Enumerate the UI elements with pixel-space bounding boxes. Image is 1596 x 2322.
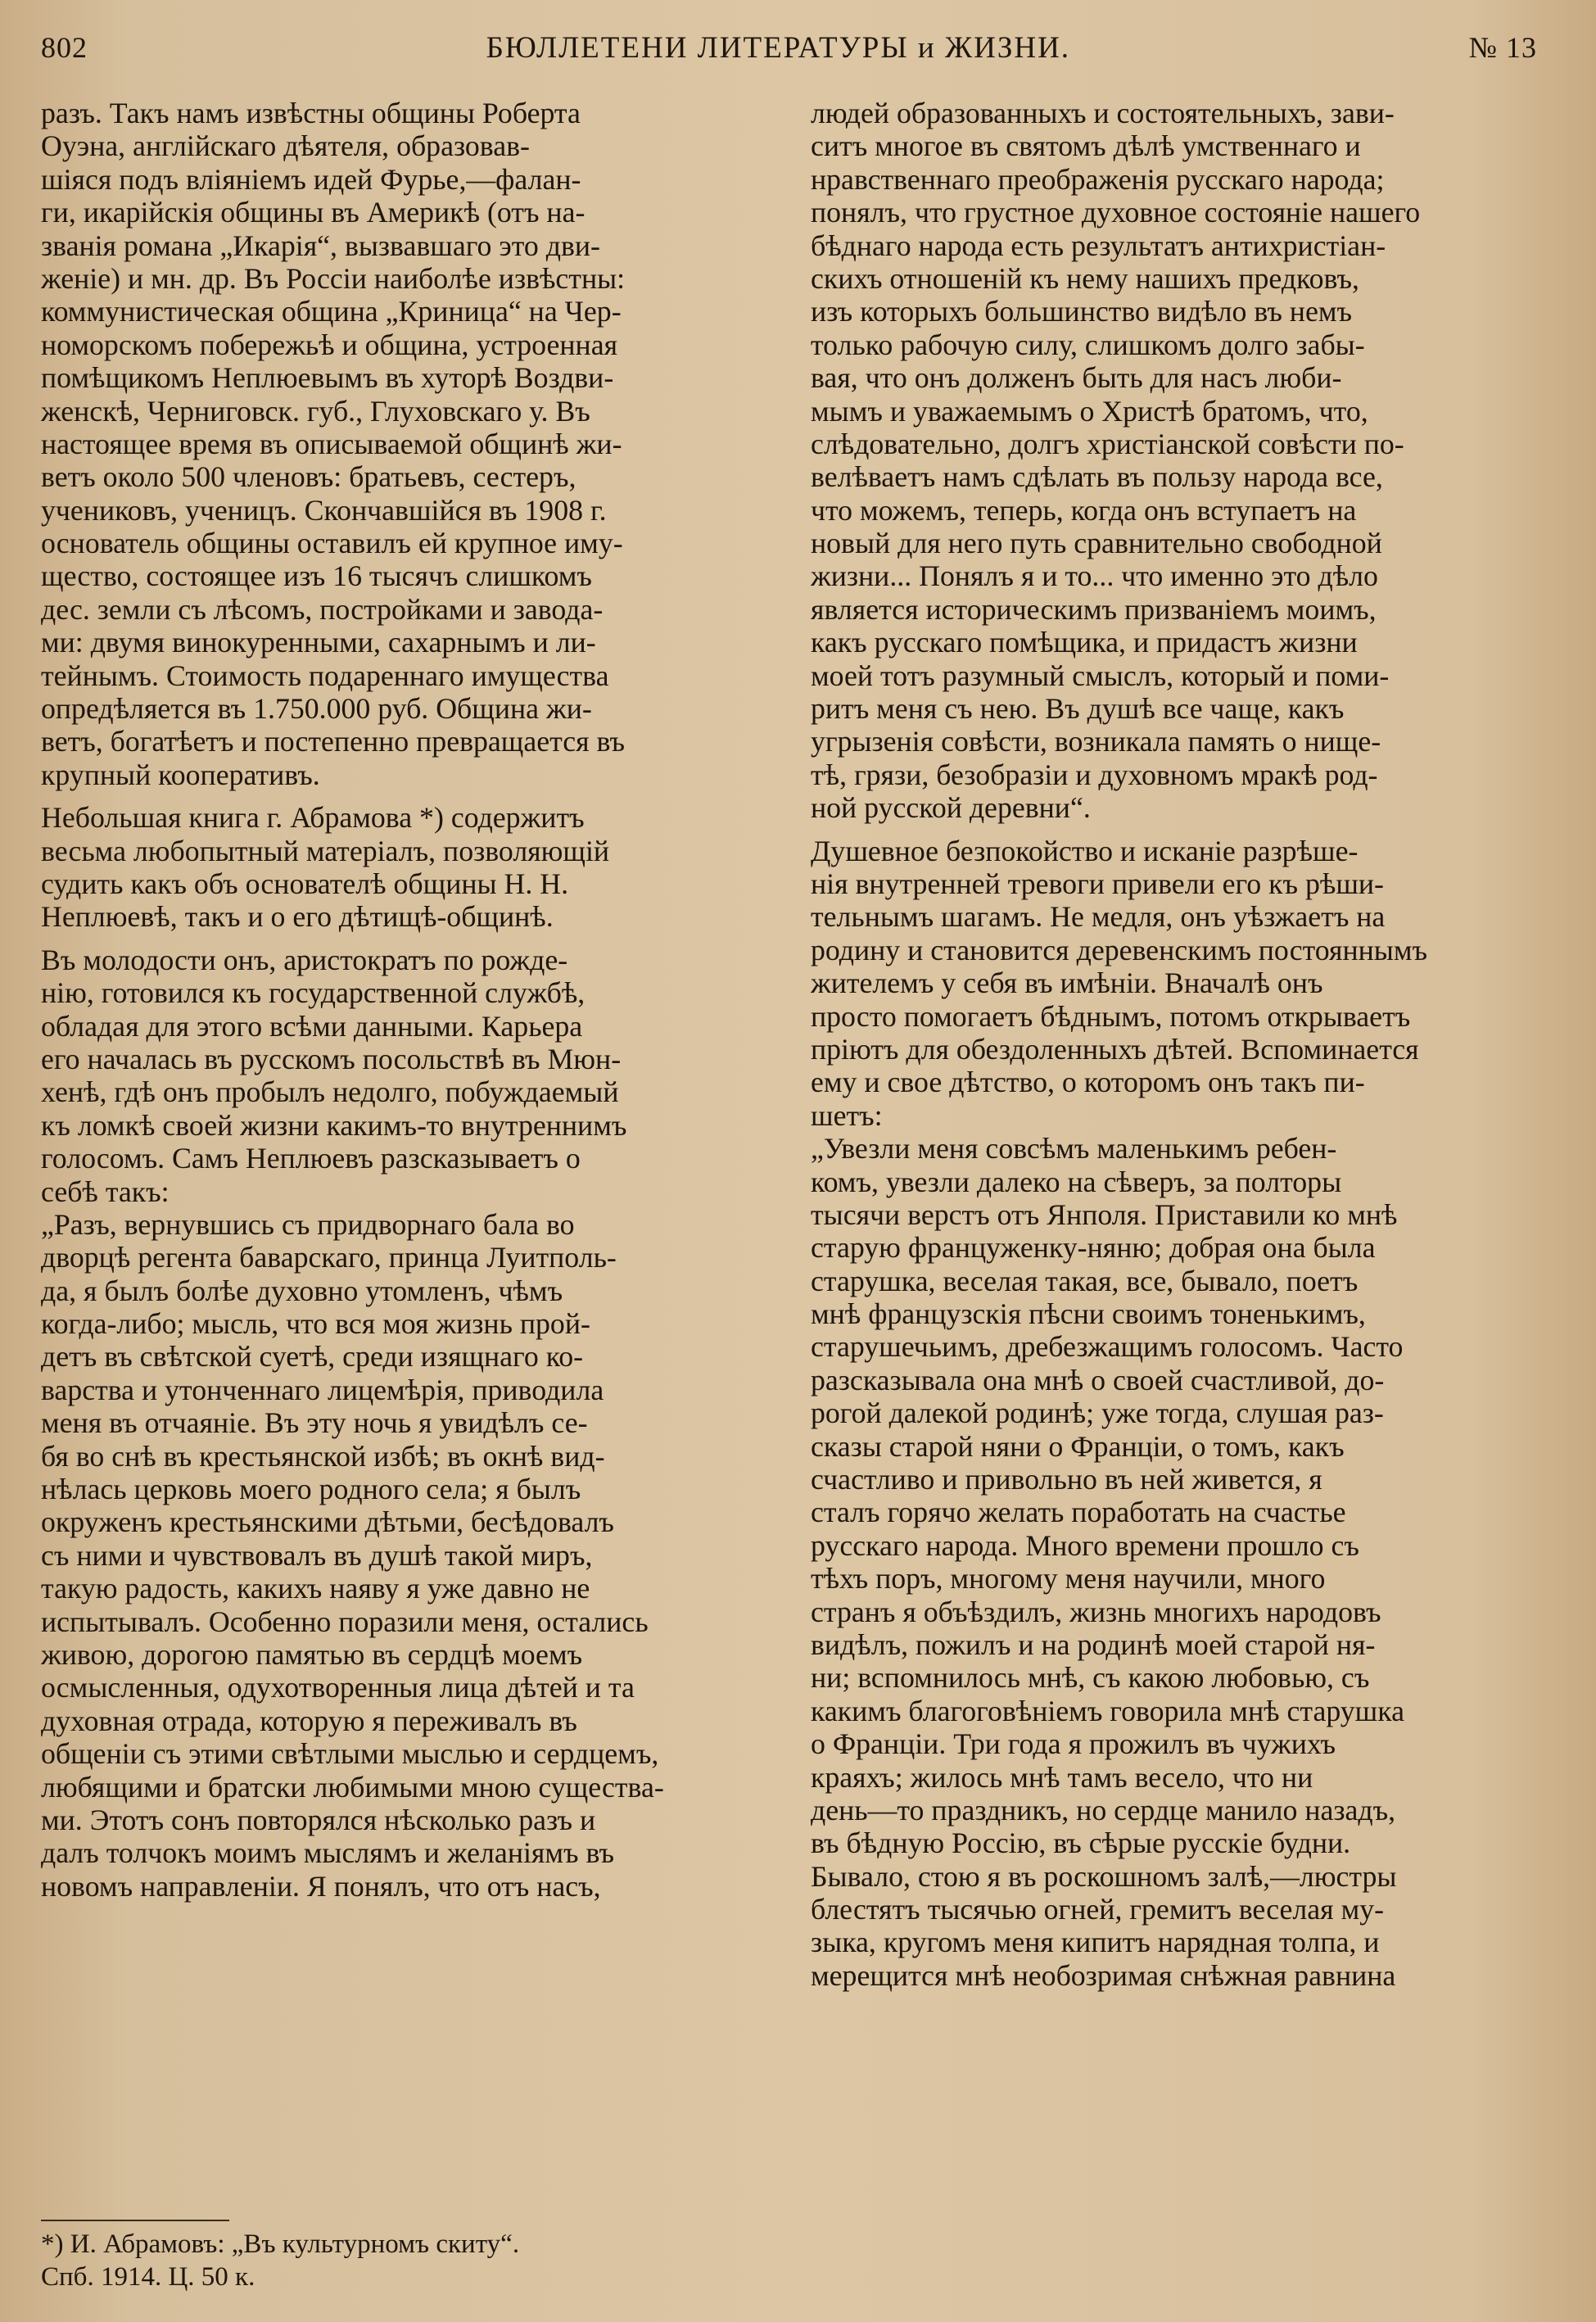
page-header xyxy=(41,23,1537,72)
text-line: сталъ горячо желать поработать на счастье xyxy=(811,1496,1346,1529)
text-line: только рабочую силу, слишкомъ долго забы- xyxy=(811,328,1365,361)
text-line: зыка, кругомъ меня кипитъ нарядная толпа, и xyxy=(811,1926,1380,1959)
text-line: тельнымъ шагамъ. Не медля, онъ уѣзжаетъ на xyxy=(811,900,1386,934)
paragraph-gap xyxy=(811,825,1539,835)
text-line: „Увезли меня совсѣмъ маленькимъ ребен- xyxy=(811,1132,1337,1166)
text-line: краяхъ; жилось мнѣ тамъ весело, что ни xyxy=(811,1760,1313,1794)
text-line: шіяся подъ вліяніемъ идей Фурье,—фалан- xyxy=(41,162,581,196)
text-line: когда-либо; мысль, что вся моя жизнь прой- xyxy=(41,1307,590,1341)
text-line: крупный кооперативъ. xyxy=(41,758,320,791)
text-line: старую француженку-няню; добрая она была xyxy=(811,1231,1376,1265)
text-line: угрызенія совѣсти, возникала память о нище- xyxy=(811,725,1381,758)
text-line: нѣлась церковь моего родного села; я былъ xyxy=(41,1473,581,1506)
text-line: женскѣ, Черниговск. губ., Глуховскаго у. Въ xyxy=(41,394,590,428)
text-line: Оуэна, англійскаго дѣятеля, образовав- xyxy=(41,129,530,163)
text-line: день—то праздникъ, но сердце манило назадъ, xyxy=(811,1793,1396,1826)
text-line: ветъ, богатѣетъ и постепенно превращается въ xyxy=(41,725,626,758)
text-line: какимъ благоговѣніемъ говорила мнѣ старушка xyxy=(811,1694,1404,1727)
text-line: сказы старой няни о Франціи, о томъ, какъ xyxy=(811,1429,1345,1463)
text-line: изъ которыхъ большинство видѣло въ немъ xyxy=(811,295,1353,328)
text-line: вая, что онъ долженъ быть для насъ люби- xyxy=(811,361,1342,395)
text-line: живою, дорогою памятью въ сердцѣ моемъ xyxy=(41,1637,583,1671)
text-line: коммунистическая община „Криница“ на Чер- xyxy=(41,295,622,328)
text-line: нія внутренней тревоги привели его къ рѣши- xyxy=(811,867,1384,900)
text-line: какъ русскаго помѣщика, и придастъ жизни xyxy=(811,626,1358,659)
text-line: разсказывала она мнѣ о своей счастливой, до- xyxy=(811,1363,1385,1396)
text-line: счастливо и привольно въ ней живется, я xyxy=(811,1463,1322,1496)
text-line: просто помогаетъ бѣднымъ, потомъ открываетъ xyxy=(811,999,1411,1033)
text-line: судить какъ объ основателѣ общины Н. Н. xyxy=(41,867,569,900)
text-line: о Франціи. Три года я прожилъ въ чужихъ xyxy=(811,1727,1336,1761)
text-line: далъ толчокъ моимъ мыслямъ и желаніямъ въ xyxy=(41,1836,615,1870)
text-line: тѣхъ поръ, многому меня научили, много xyxy=(811,1562,1326,1596)
text-line: ни; вспомнилось мнѣ, съ какою любовью, съ xyxy=(811,1661,1370,1695)
text-line: разъ. Такъ намъ извѣстны общины Роберта xyxy=(41,97,581,129)
text-line: щество, состоящее изъ 16 тысячъ слишкомъ xyxy=(41,559,592,593)
text-line: номорскомъ побережьѣ и община, устроенная xyxy=(41,328,618,361)
text-line: женіе) и мн. др. Въ Россіи наиболѣе извѣстны: xyxy=(41,261,626,295)
text-line: помѣщикомъ Неплюевымъ въ хуторѣ Воздви- xyxy=(41,361,614,395)
text-line: нравственнаго преображенія русскаго народа; xyxy=(811,162,1385,196)
text-line: ги, икарійскія общины въ Америкѣ (отъ на- xyxy=(41,196,586,229)
text-line: тѣ, грязи, безобразіи и духовномъ мракѣ род- xyxy=(811,758,1378,791)
text-line: что можемъ, теперь, когда онъ вступаетъ на xyxy=(811,493,1357,527)
text-line: да, я былъ болѣе духовно утомленъ, чѣмъ xyxy=(41,1274,563,1307)
right-column xyxy=(811,97,1539,1992)
text-line: ветъ около 500 членовъ: братьевъ, сестеръ, xyxy=(41,460,576,494)
text-line: весьма любопытный матеріалъ, позволяющій xyxy=(41,834,610,867)
footnote-line: *) И. Абрамовъ: „Въ культурномъ скиту“. xyxy=(41,2229,520,2259)
footnote xyxy=(41,2220,770,2293)
text-line: духовная отрада, которую я переживалъ въ xyxy=(41,1704,577,1737)
paragraph-gap xyxy=(41,934,770,944)
text-line: тейнымъ. Стоимость подареннаго имущества xyxy=(41,659,609,692)
text-line: ситъ многое въ святомъ дѣлѣ умственнаго и xyxy=(811,129,1361,163)
text-line: званія романа „Икарія“, вызвавшаго это дви- xyxy=(41,229,600,262)
text-line: обладая для этого всѣми данными. Карьера xyxy=(41,1009,583,1043)
text-line: варства и утонченнаго лицемѣрія, приводила xyxy=(41,1373,604,1406)
text-line: моей тотъ разумный смыслъ, который и поми- xyxy=(811,659,1390,692)
text-line: его началась въ русскомъ посольствѣ въ Мюн- xyxy=(41,1042,622,1075)
text-line: Бывало, стою я въ роскошномъ залѣ,—люстры xyxy=(811,1859,1397,1893)
text-line: жителемъ у себя въ имѣніи. Вначалѣ онъ xyxy=(811,966,1323,1000)
paragraph-gap xyxy=(41,791,770,801)
text-line: является историческимъ призваніемъ моимъ, xyxy=(811,592,1377,626)
text-line: такую радость, какихъ наяву я уже давно не xyxy=(41,1572,590,1605)
running-title: БЮЛЛЕТЕНИ ЛИТЕРАТУРЫ и ЖИЗНИ. xyxy=(486,30,1071,65)
text-line: Душевное безпокойство и исканіе разрѣше- xyxy=(811,834,1359,867)
text-line: велѣваетъ намъ сдѣлать въ пользу народа все, xyxy=(811,460,1383,494)
text-line: опредѣляется въ 1.750.000 руб. Община жи- xyxy=(41,692,592,726)
text-line: старушка, веселая такая, все, бывало, поетъ xyxy=(811,1264,1359,1297)
text-line: дворцѣ регента баварскаго, принца Луитполь- xyxy=(41,1241,617,1274)
text-line: видѣлъ, пожилъ и на родинѣ моей старой ня- xyxy=(811,1627,1376,1661)
text-line: въ бѣдную Россію, въ сѣрые русскіе будни. xyxy=(811,1826,1351,1860)
text-line: людей образованныхъ и состоятельныхъ, зави- xyxy=(811,97,1395,129)
issue-number: № 13 xyxy=(1468,31,1537,64)
text-line: пріютъ для обездоленныхъ дѣтей. Вспоминается xyxy=(811,1032,1419,1066)
text-line: старушечьимъ, дребезжащимъ голосомъ. Часто xyxy=(811,1330,1404,1364)
text-line: къ ломкѣ своей жизни какимъ-то внутреннимъ xyxy=(41,1108,627,1142)
text-line: ми. Этотъ сонъ повторялся нѣсколько разъ и xyxy=(41,1803,596,1836)
text-line: родину и становится деревенскимъ постояннымъ xyxy=(811,933,1427,966)
text-line: окруженъ крестьянскими дѣтьми, бесѣдовалъ xyxy=(41,1505,614,1539)
text-line: ритъ меня съ нею. Въ душѣ все чаще, какъ xyxy=(811,692,1345,726)
text-line: основатель общины оставилъ ей крупное иму- xyxy=(41,527,623,560)
text-line: бя во снѣ въ крестьянской избѣ; въ окнѣ вид- xyxy=(41,1439,605,1473)
page-number: 802 xyxy=(41,31,88,64)
text-line: Неплюевѣ, такъ и о его дѣтищѣ-общинѣ. xyxy=(41,900,554,934)
text-line: странъ я объѣздилъ, жизнь многихъ народовъ xyxy=(811,1595,1381,1628)
text-line: ему и свое дѣтство, о которомъ онъ такъ пи- xyxy=(811,1066,1365,1099)
text-line: настоящее время въ описываемой общинѣ жи- xyxy=(41,427,622,460)
text-line: ми: двумя винокуренными, сахарнымъ и ли- xyxy=(41,626,596,659)
text-line: новый для него путь сравнительно свободной xyxy=(811,527,1382,560)
text-line: мымъ и уважаемымъ о Христѣ братомъ, что, xyxy=(811,394,1368,428)
text-line: хенѣ, гдѣ онъ пробылъ недолго, побуждаемый xyxy=(41,1075,619,1109)
text-line: жизни... Понялъ я и то... что именно это дѣло xyxy=(811,559,1378,593)
text-line: мерещится мнѣ необозримая снѣжная равнина xyxy=(811,1958,1396,1992)
text-line: русскаго народа. Много времени прошло съ xyxy=(811,1528,1359,1562)
footnote-line: Спб. 1914. Ц. 50 к. xyxy=(41,2262,255,2292)
text-line: шетъ: xyxy=(811,1098,883,1132)
text-line: комъ, увезли далеко на сѣверъ, за полторы xyxy=(811,1165,1342,1198)
text-line: себѣ такъ: xyxy=(41,1175,170,1208)
text-line: общеніи съ этими свѣтлыми мыслью и сердцемъ, xyxy=(41,1737,659,1771)
text-line: ной русской деревни“. xyxy=(811,791,1091,825)
left-column xyxy=(41,97,770,1903)
text-line: съ ними и чувствовалъ въ душѣ такой миръ, xyxy=(41,1538,593,1572)
text-line: рогой далекой родинѣ; уже тогда, слушая раз- xyxy=(811,1396,1384,1430)
text-line: слѣдовательно, долгъ христіанской совѣсти по- xyxy=(811,427,1404,460)
text-line: понялъ, что грустное духовное состояніе нашего xyxy=(811,196,1421,229)
text-line: осмысленныя, одухотворенныя лица дѣтей и та xyxy=(41,1671,635,1704)
text-line: тысячи верстъ отъ Янполя. Приставили ко мнѣ xyxy=(811,1197,1398,1231)
text-line: дес. земли съ лѣсомъ, постройками и завода- xyxy=(41,592,604,626)
text-line: учениковъ, ученицъ. Скончавшійся въ 1908 г. xyxy=(41,493,607,527)
text-line: новомъ направленіи. Я понялъ, что отъ насъ, xyxy=(41,1869,601,1903)
text-line: мнѣ французскія пѣсни своимъ тоненькимъ, xyxy=(811,1297,1366,1331)
text-line: голосомъ. Самъ Неплюевъ разсказываетъ о xyxy=(41,1142,581,1175)
text-line: скихъ отношеній къ нему нашихъ предковъ, xyxy=(811,261,1360,295)
text-line: бѣднаго народа есть результатъ антихристіан- xyxy=(811,229,1386,262)
footnote-rule xyxy=(41,2220,229,2221)
text-line: испытывалъ. Особенно поразили меня, остались xyxy=(41,1605,649,1638)
text-line: „Разъ, вернувшись съ придворнаго бала во xyxy=(41,1207,575,1241)
text-line: блестятъ тысячью огней, гремитъ веселая му- xyxy=(811,1893,1385,1926)
text-line: нію, готовился къ государственной службѣ, xyxy=(41,976,586,1010)
text-line: меня въ отчаяніе. Въ эту ночь я увидѣлъ се- xyxy=(41,1406,588,1440)
text-line: детъ въ свѣтской суетѣ, среди изящнаго ко- xyxy=(41,1340,584,1374)
text-line: любящими и братски любимыми мною существа- xyxy=(41,1770,664,1804)
text-line: Въ молодости онъ, аристократъ по рожде- xyxy=(41,943,568,976)
text-line: Небольшая книга г. Абрамова *) содержитъ xyxy=(41,801,585,835)
